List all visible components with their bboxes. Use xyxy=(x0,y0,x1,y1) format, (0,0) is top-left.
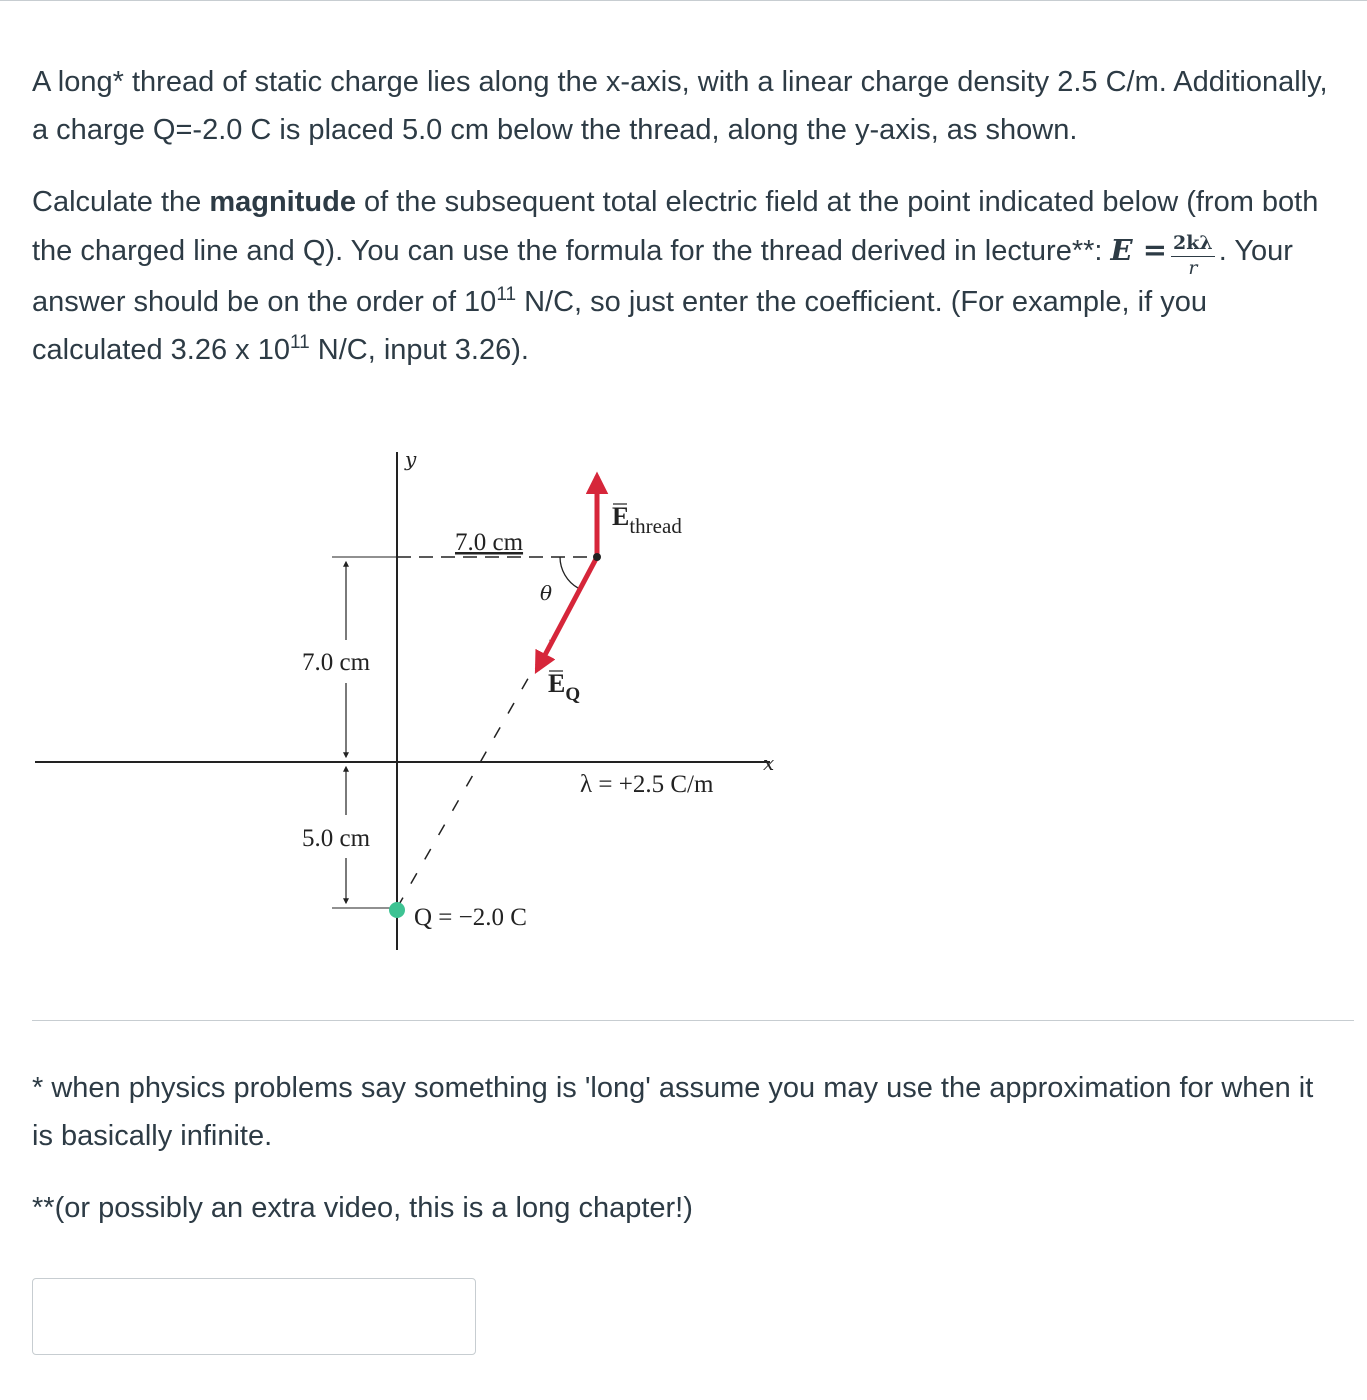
charge-to-point-dashed-line xyxy=(397,640,550,908)
formula-numerator: 2kλ xyxy=(1171,234,1215,257)
y-axis-label: y xyxy=(405,447,417,471)
field-point xyxy=(593,553,601,561)
formula-denominator: r xyxy=(1188,257,1198,279)
lower-vertical-distance-label: 5.0 cm xyxy=(302,825,371,852)
para2-text-d: N/C, so just enter the coefficient. (For example, if you calculated 3.26 x 10 xyxy=(32,286,1207,366)
magnitude-emphasis: magnitude xyxy=(209,186,356,218)
answer-input[interactable] xyxy=(32,1278,476,1355)
upper-vertical-distance-label: 7.0 cm xyxy=(302,649,371,676)
exponent-1: 11 xyxy=(496,284,517,305)
e-thread-subscript: thread xyxy=(629,514,682,538)
exponent-2: 11 xyxy=(289,332,310,353)
para2-text-a: Calculate the xyxy=(32,186,210,218)
footnote-divider xyxy=(32,1020,1354,1021)
e-q-subscript: Q xyxy=(565,684,581,705)
para2-text-b: of the subsequent total electric field at the point indicated below (from both the charged line and Q). You can use the formula for the thread derived in lecture**: xyxy=(32,186,1319,267)
para2-text-e: N/C, input 3.26). xyxy=(309,334,529,366)
angle-label: θ xyxy=(540,581,553,605)
physics-diagram xyxy=(0,440,800,960)
e-q-arrow xyxy=(537,557,597,670)
footnote-2: **(or possibly an extra video, this is a long chapter!) xyxy=(32,1192,693,1224)
charge-q-label: Q = −2.0 C xyxy=(414,904,527,931)
footnote-1: * when physics problems say something is 'long' assume you may use the approximation for when it is basically infinite. xyxy=(32,1072,1314,1152)
question-paragraph-1: A long* thread of static charge lies along the x-axis, with a linear charge density 2.5 C/m. Additionally, a charge Q=-2.0 C is placed 5.0 cm below the thread, along the y-axis, as shown. xyxy=(32,66,1328,146)
e-thread-symbol: E xyxy=(612,502,630,531)
e-thread-label xyxy=(612,502,682,538)
formula-lhs: E = xyxy=(1110,233,1168,267)
line-density-label: λ = +2.5 C/m xyxy=(580,771,714,798)
formula-fraction xyxy=(1171,234,1215,278)
e-q-symbol: E xyxy=(548,669,566,698)
para2-text-c: . Your answer should be on the order of 10 xyxy=(32,235,1293,318)
x-axis-label: x xyxy=(763,751,775,775)
horizontal-distance-label: 7.0 cm xyxy=(455,529,524,556)
charge-q xyxy=(389,902,405,918)
e-q-label xyxy=(548,669,580,705)
top-divider xyxy=(0,0,1367,1)
angle-arc xyxy=(560,557,578,588)
question-paragraph-2 xyxy=(32,178,1342,374)
